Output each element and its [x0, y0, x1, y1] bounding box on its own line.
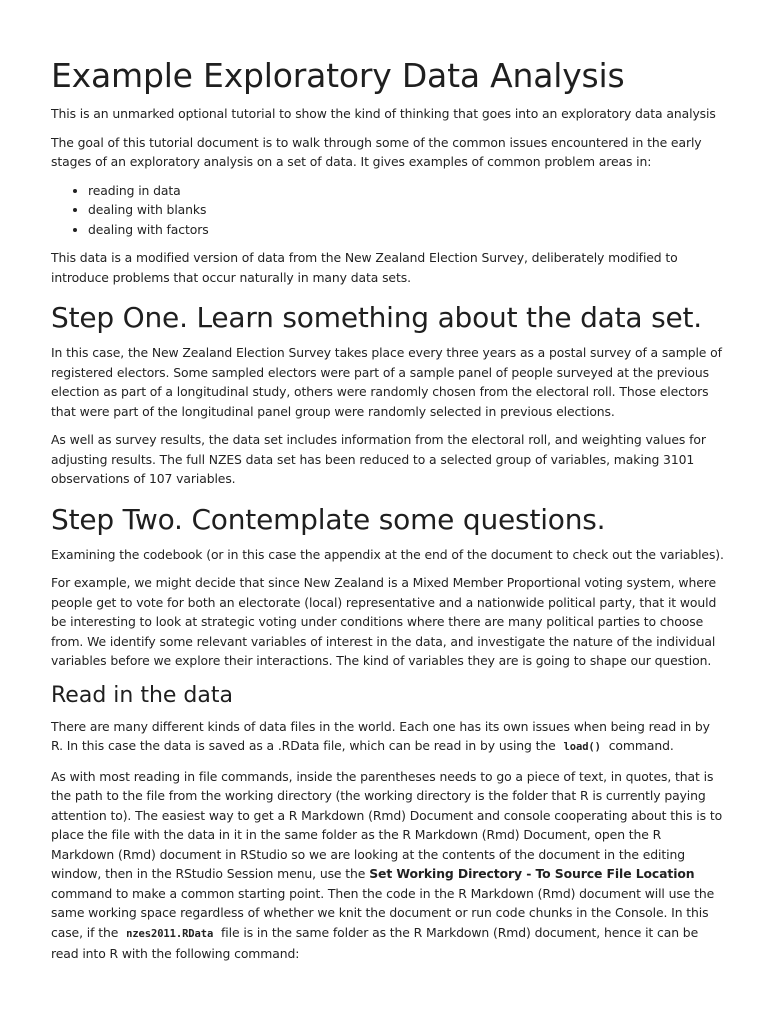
read-data-paragraph-1	[51, 717, 724, 758]
load-code: load()	[563, 741, 601, 753]
list-item: • dealing with blanks	[88, 200, 724, 220]
read-p1-text-a: There are many different kinds of data files in the world. Each one has its own issues when being read in by R. In this case the data is saved as a .RData file, which can be read in by using the	[51, 718, 710, 753]
step-one-paragraph-1: In this case, the New Zealand Election Survey takes place every three years as a postal survey of a sample of registered electors. Some sampled electors were part of a sample panel of people surveyed at the previous election as part of a longitudinal study, others were randomly chosen from the electoral roll. Those electors that were part of the longitudinal panel group were randomly selected in previous elections.	[51, 345, 722, 419]
menu-command-bold: Set Working Directory - To Source File Location	[369, 866, 695, 881]
page-title: Example Exploratory Data Analysis	[51, 56, 625, 95]
read-p2-text-a: As with most reading in file commands, inside the parentheses needs to go a piece of text, in quotes, that is the path to the file from the working directory (the working directory is the folder that R is currently paying attention to). The easiest way to get a R Markdown (Rmd) Document and console cooperating about this is to place the file with the data in it in the same folder as the R Markdown (Rmd) Document, open the R Markdown (Rmd) document in RStudio so we are looking at the contents of the document in the editing window, then in the RStudio Session menu, use the	[51, 768, 723, 881]
step-one-paragraph-2: As well as survey results, the data set includes information from the electoral roll, and weighting values for adjusting results. The full NZES data set has been reduced to a selected group of variables, making 3101 observations of 107 variables.	[51, 432, 706, 486]
step-two-paragraph-2: For example, we might decide that since New Zealand is a Mixed Member Proportional voting system, where people get to vote for both an electorate (local) representative and a nationwide political party, that it would be interesting to look at strategic voting under conditions where there are many political parties to choose from. We identify some relevant variables of interest in the data, and investigate the nature of the individual variables before we explore their interactions. The kind of variables they are is going to shape our question.	[51, 575, 717, 668]
intro-paragraph-2: The goal of this tutorial document is to walk through some of the common issues encountered in the early stages of an exploratory analysis on a set of data. It gives examples of common problem areas in:	[51, 134, 702, 169]
filename-code: nzes2011.RData	[126, 927, 214, 940]
list-item: • reading in data	[88, 181, 724, 201]
read-data-paragraph-2	[51, 767, 724, 964]
intro-paragraph-1: This is an unmarked optional tutorial to show the kind of thinking that goes into an exploratory data analysis	[51, 106, 716, 121]
problem-areas-list	[51, 181, 724, 240]
read-p1-text-b: command.	[608, 738, 674, 753]
list-item: • dealing with factors	[88, 220, 724, 240]
step-one-heading: Step One. Learn something about the data set.	[51, 301, 702, 334]
read-p2-text-c: file is in the same folder as the R Markdown (Rmd) document, hence it can be read into R with the following command:	[51, 924, 699, 961]
intro-paragraph-3: This data is a modified version of data from the New Zealand Election Survey, deliberately modified to introduce problems that occur naturally in many data sets.	[51, 250, 678, 285]
step-two-heading: Step Two. Contemplate some questions.	[51, 502, 606, 536]
read-data-heading: Read in the data	[51, 682, 233, 708]
step-two-paragraph-1: Examining the codebook (or in this case the appendix at the end of the document to check out the variables).	[51, 546, 724, 562]
read-p2-text-b: command to make a common starting point. Then the code in the R Markdown (Rmd) document will use the same working space regardless of whether we knit the document or run code chunks in the Console. In this case, if the	[51, 885, 715, 940]
